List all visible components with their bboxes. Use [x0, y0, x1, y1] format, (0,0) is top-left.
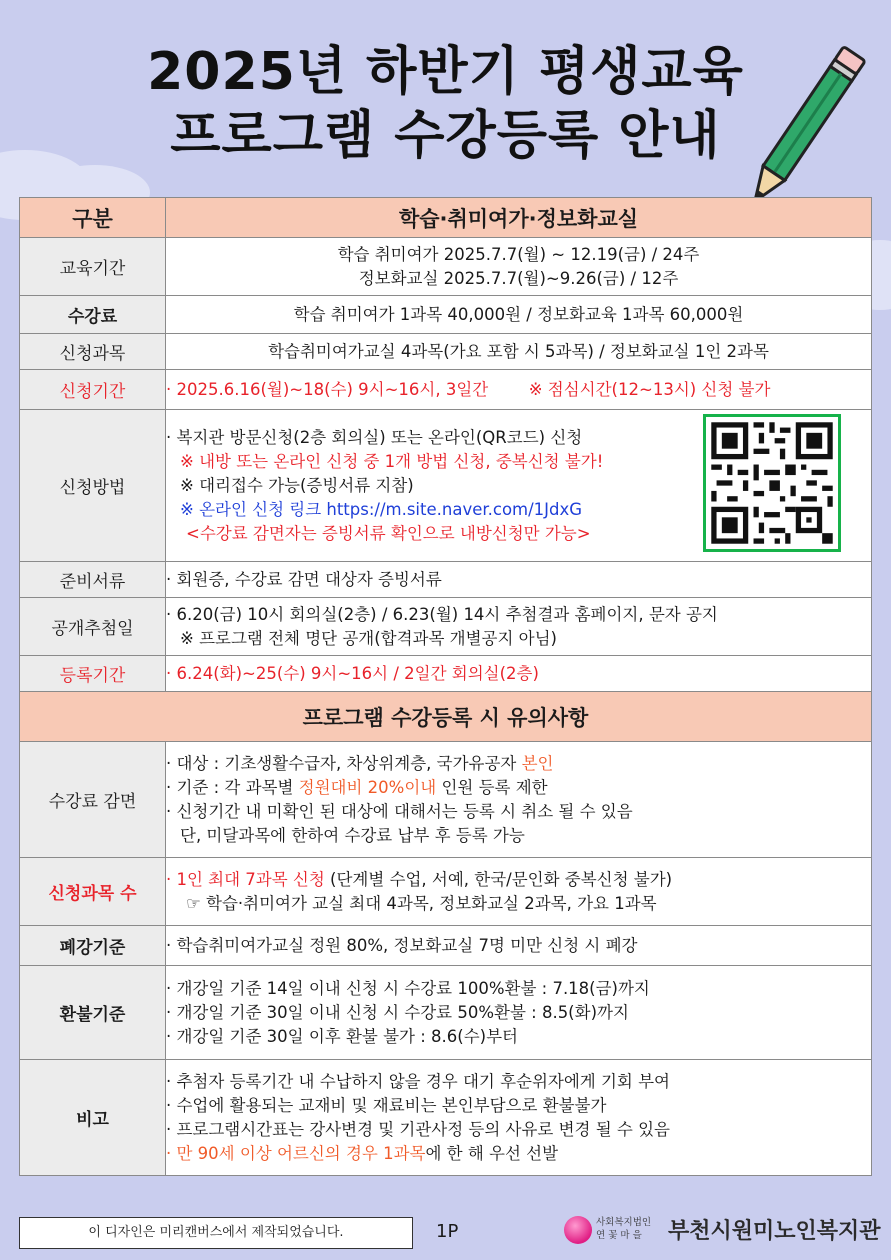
label-documents: 준비서류: [20, 562, 166, 598]
notes-header: 프로그램 수강등록 시 유의사항: [20, 692, 872, 742]
discount-line-3: · 신청기간 내 미확인 된 대상에 대해서는 등록 시 취소 될 수 있음: [166, 801, 633, 821]
header-programs: 학습·취미여가·정보화교실: [166, 198, 872, 238]
refund-line-3: · 개강일 기준 30일 이후 환불 불가 : 8.6(수)부터: [166, 1026, 518, 1046]
closure-content: · 학습취미여가교실 정원 80%, 정보화교실 7명 미만 신청 시 폐강: [166, 926, 872, 966]
discount-target: · 대상 : 기초생활수급자, 차상위계층, 국가유공자: [166, 753, 522, 773]
method-line-2: ※ 내방 또는 온라인 신청 중 1개 방법 신청, 중복신청 불가!: [180, 451, 604, 471]
org-village: 연 꽃 마 을: [596, 1230, 642, 1241]
remarks-line-2: · 수업에 활용되는 교재비 및 재료비는 본인부담으로 환불불가: [166, 1095, 607, 1115]
remarks-line-1: · 추첨자 등록기간 내 수납하지 않을 경우 대기 후순위자에게 기회 부여: [166, 1071, 670, 1091]
discount-criteria-highlight: 정원대비 20%이내: [298, 777, 437, 797]
method-content: [166, 410, 872, 562]
method-link[interactable]: ※ 온라인 신청 링크 https://m.site.naver.com/1JdxG: [180, 499, 583, 519]
documents-content: · 회원증, 수강료 감면 대상자 증빙서류: [166, 562, 872, 598]
lotus-logo-icon: [564, 1216, 592, 1244]
org-corporation: 사회복지법인: [596, 1217, 652, 1228]
organization-logo: [562, 1212, 882, 1252]
apply-period-content: [166, 370, 872, 410]
period-line-1: 학습 취미여가 2025.7.7(월) ~ 12.19(금) / 24주: [337, 244, 700, 264]
discount-target-highlight: 본인: [521, 753, 554, 773]
label-method: 신청방법: [20, 410, 166, 562]
subjects-content: 학습취미여가교실 4과목(가요 포함 시 5과목) / 정보화교실 1인 2과목: [166, 334, 872, 370]
fee-content: 학습 취미여가 1과목 40,000원 / 정보화교육 1과목 60,000원: [166, 296, 872, 334]
apply-period-note: ※ 점심시간(12~13시) 신청 불가: [528, 379, 771, 399]
refund-content: [166, 966, 872, 1060]
info-table: [19, 197, 872, 1176]
period-line-2: 정보화교실 2025.7.7(월)~9.26(금) / 12주: [358, 268, 679, 288]
label-subjects: 신청과목: [20, 334, 166, 370]
label-period: 교육기간: [20, 238, 166, 296]
remarks-line-3: · 프로그램시간표는 강사변경 및 기관사정 등의 사유로 변경 될 수 있음: [166, 1119, 670, 1139]
discount-criteria: · 기준 : 각 과목별: [166, 777, 299, 797]
apply-period-text: · 2025.6.16(월)~18(수) 9시~16시, 3일간: [166, 379, 489, 399]
refund-line-2: · 개강일 기준 30일 이내 신청 시 수강료 50%환불 : 8.5(화)까지: [166, 1002, 629, 1022]
design-credit: 이 디자인은 미리캔버스에서 제작되었습니다.: [19, 1217, 413, 1249]
subject-count-line-2: ☞ 학습·취미여가 교실 최대 4과목, 정보화교실 2과목, 가요 1과목: [186, 893, 657, 913]
discount-criteria-tail: 인원 등록 제한: [436, 777, 548, 797]
discount-line-1: [166, 752, 871, 776]
lottery-content: [166, 598, 872, 656]
method-line-3: ※ 대리접수 가능(증빙서류 지참): [180, 475, 414, 495]
discount-line-2: [166, 776, 871, 800]
lottery-line-2: ※ 프로그램 전체 명단 공개(합격과목 개별공지 아님): [180, 628, 557, 648]
method-line-5: <수강료 감면자는 증빙서류 확인으로 내방신청만 가능>: [186, 523, 591, 543]
label-discount: 수강료 감면: [20, 742, 166, 858]
label-fee: 수강료: [20, 296, 166, 334]
org-name: 부천시원미노인복지관: [668, 1219, 881, 1244]
discount-content: [166, 742, 872, 858]
qr-code-icon[interactable]: [703, 414, 841, 552]
title-line-2: 프로그램 수강등록 안내: [170, 106, 721, 166]
label-lottery: 공개추첨일: [20, 598, 166, 656]
header-category: 구분: [20, 198, 166, 238]
discount-line-4: 단, 미달과목에 한하여 수강료 납부 후 등록 가능: [180, 825, 525, 845]
page-number: 1P: [436, 1221, 459, 1242]
remarks-priority-tail: 에 한 해 우선 선발: [425, 1143, 559, 1163]
title-line-1: 2025년 하반기 평생교육: [147, 42, 744, 102]
org-small-text: [596, 1216, 651, 1242]
label-closure: 폐강기준: [20, 926, 166, 966]
label-remarks: 비고: [20, 1060, 166, 1176]
label-subject-count: 신청과목 수: [20, 858, 166, 926]
label-apply-period: 신청기간: [20, 370, 166, 410]
remarks-priority-highlight: · 만 90세 이상 어르신의 경우 1과목: [166, 1143, 426, 1163]
lottery-line-1: · 6.20(금) 10시 회의실(2층) / 6.23(월) 14시 추첨결과 홈페이지, 문자 공지: [166, 604, 718, 624]
subject-count-content: [166, 858, 872, 926]
remarks-line-4: [166, 1142, 871, 1166]
refund-line-1: · 개강일 기준 14일 이내 신청 시 수강료 100%환불 : 7.18(금)까지: [166, 978, 650, 998]
label-registration: 등록기간: [20, 656, 166, 692]
registration-content: · 6.24(화)~25(수) 9시~16시 / 2일간 회의실(2층): [166, 656, 872, 692]
period-content: [166, 238, 872, 296]
subject-count-highlight: · 1인 최대 7과목 신청: [166, 869, 325, 889]
method-line-1: · 복지관 방문신청(2층 회의실) 또는 온라인(QR코드) 신청: [166, 427, 583, 447]
subject-count-detail: (단계별 수업, 서예, 한국/문인화 중복신청 불가): [324, 869, 673, 889]
remarks-content: [166, 1060, 872, 1176]
label-refund: 환불기준: [20, 966, 166, 1060]
subject-count-line-1: [166, 868, 871, 892]
